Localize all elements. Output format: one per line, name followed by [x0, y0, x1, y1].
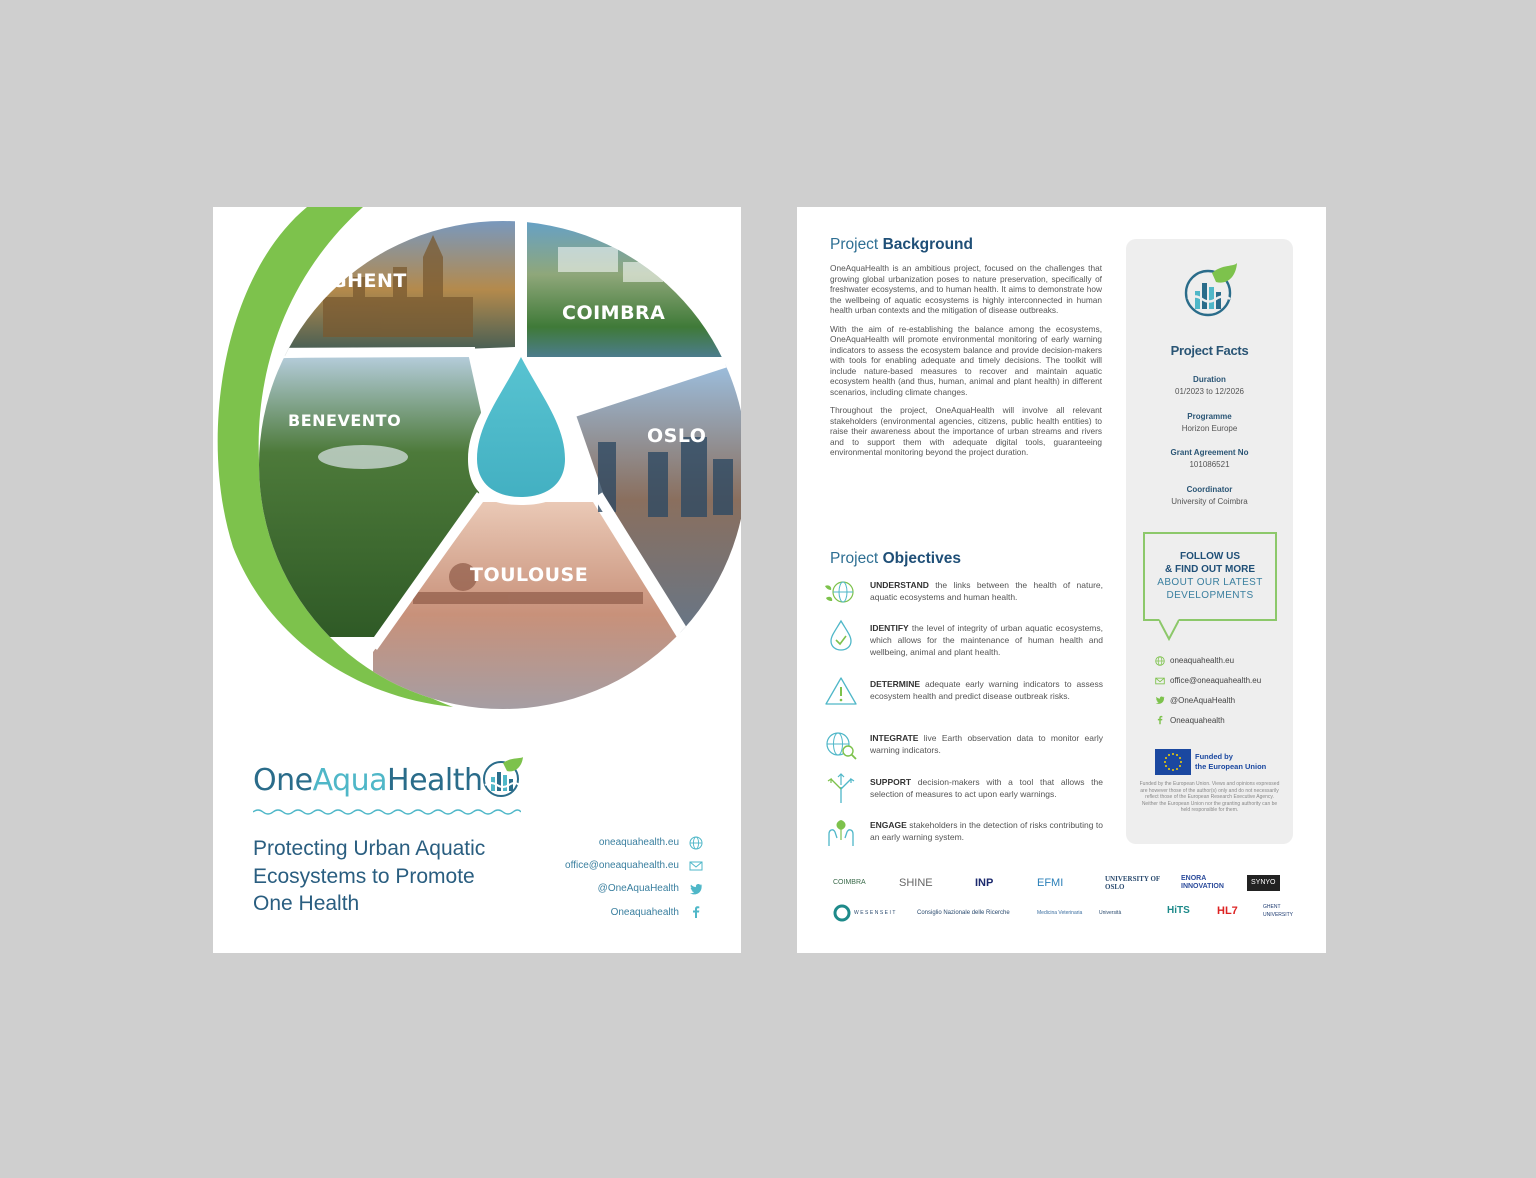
- city-label-benevento: BENEVENTO: [288, 411, 402, 430]
- background-paragraph: Throughout the project, OneAquaHealth will involve all relevant stakeholders (environmental agencies, citizens, public health entities) to raise their awareness about the importance of urban streams and rivers and to support them with adequate digital tools, guaranteeing environmental monitoring beyond the project duration.: [830, 405, 1102, 457]
- globe-icon: [689, 836, 703, 850]
- objective-item: SUPPORT decision-makers with a tool that allows the selection of measures to act upon early warnings.: [823, 773, 1103, 813]
- objective-item: UNDERSTAND the links between the health of nature, aquatic ecosystems and human health.: [823, 576, 1103, 616]
- partner-logo: Medicina Veterinaria: [1037, 910, 1083, 916]
- contact-facebook[interactable]: Oneaquahealth: [1155, 710, 1293, 730]
- contact-twitter[interactable]: @OneAquaHealth: [1155, 691, 1293, 711]
- partner-logo: GHENT UNIVERSITY: [1263, 904, 1294, 918]
- city-label-coimbra: COIMBRA: [562, 302, 666, 324]
- hands-icon: [823, 816, 859, 848]
- partner-logo: COIMBRA: [833, 879, 866, 886]
- facts-contact-list: [1155, 651, 1293, 730]
- oneaquahealth-logo-icon: [1182, 261, 1238, 319]
- background-body: [830, 263, 1102, 466]
- partner-logo: SHINE: [899, 877, 933, 889]
- partner-logo: WESENSEIT: [833, 903, 897, 923]
- partner-logo: INP: [975, 877, 994, 889]
- partner-logos: [827, 870, 1297, 930]
- city-photo-collage: [213, 207, 741, 727]
- city-label-toulouse: TOULOUSE: [470, 564, 589, 586]
- objective-item: INTEGRATE live Earth observation data to monitor early warning indicators.: [823, 729, 1103, 769]
- drop-check-icon: [823, 619, 859, 651]
- globe-leaves-icon: [823, 576, 859, 608]
- objectives-heading: Project Objectives: [830, 550, 961, 567]
- partner-logo: HL7: [1217, 905, 1238, 917]
- contact-facebook[interactable]: Oneaquahealth: [463, 901, 703, 924]
- background-heading: Project Background: [830, 236, 973, 253]
- eu-funding-badge: Funded by the European Union: [1155, 749, 1270, 775]
- callout-tail: [1159, 619, 1179, 641]
- brand-wave-underline: [253, 807, 521, 817]
- front-contact-list: [463, 831, 703, 924]
- city-label-ghent: GHENT: [331, 270, 407, 292]
- oneaquahealth-logo-icon: [481, 755, 525, 799]
- background-paragraph: With the aim of re-establishing the balance among the ecosystems, OneAquaHealth will promote environmental monitoring of early warning indicators to assess the ecosystem balance and provide decision-makers with tools for enabling adequate and timely decisions. The toolkit will include nature-based measures to recover and maintain aquatic ecosystem health (and thus, human, animal and plant health) in different scenarios, including climate changes.: [830, 323, 1102, 397]
- facebook-icon: [689, 905, 703, 919]
- brochure-front-page: [213, 207, 741, 953]
- project-facts-title: Project Facts: [1170, 343, 1249, 358]
- follow-us-callout: FOLLOW US & FIND OUT MORE ABOUT OUR LATEST DEVELOPMENTS: [1143, 532, 1277, 621]
- partner-logo: Università: [1099, 910, 1122, 916]
- contact-twitter[interactable]: @OneAquaHealth: [463, 877, 703, 900]
- project-facts-panel: [1126, 239, 1293, 844]
- globe-search-icon: [823, 729, 859, 761]
- brand-wordmark: OneAquaHealth: [253, 763, 483, 798]
- contact-email[interactable]: office@oneaquahealth.eu: [1155, 671, 1293, 691]
- partner-logo: ENORA INNOVATION: [1181, 875, 1224, 890]
- warning-icon: [823, 675, 859, 707]
- fact-grant-agreement: Grant Agreement No 101086521: [1170, 448, 1249, 469]
- fact-coordinator: Coordinator University of Coimbra: [1171, 485, 1248, 506]
- objective-item: IDENTIFY the level of integrity of urban aquatic ecosystems, which allows for the maintenance of human health and wellbeing, animal and plant health.: [823, 619, 1103, 659]
- twitter-icon: [689, 882, 703, 896]
- facebook-icon: [1155, 715, 1165, 725]
- background-paragraph: OneAquaHealth is an ambitious project, focused on the challenges that growing global urbanization poses to nature preservation, specifically of freshwater ecosystems, and to human health. It aims to demonstrate how the wellbeing of aquatic ecosystems is highly interconnected in human health urban contexts and the mitigation of disease outbreaks.: [830, 263, 1102, 315]
- fact-duration: Duration 01/2023 to 12/2026: [1175, 375, 1244, 396]
- front-tagline: Protecting Urban Aquatic Ecosystems to Promote One Health: [253, 837, 486, 915]
- eu-flag-icon: [1155, 749, 1191, 775]
- partner-logo: HiTS: [1167, 905, 1190, 916]
- fact-programme: Programme Horizon Europe: [1181, 412, 1238, 433]
- globe-icon: [1155, 656, 1165, 666]
- arrows-icon: [823, 773, 859, 805]
- partner-logo: Consiglio Nazionale delle Ricerche: [917, 910, 1010, 916]
- city-label-oslo: OSLO: [647, 425, 707, 447]
- eu-disclaimer: Funded by the European Union. Views and opinions expressed are however those of the author(s) only and do not necessarily reflect those of the European Research Executive Agency. Neither the European Union nor the granting authority can be held responsible for them.: [1139, 781, 1280, 814]
- objective-item: ENGAGE stakeholders in the detection of risks contributing to an early warning system.: [823, 816, 1103, 856]
- contact-website[interactable]: oneaquahealth.eu: [1155, 651, 1293, 671]
- brochure-back-page: [797, 207, 1326, 953]
- partner-logo: UNIVERSITY OF OSLO: [1105, 875, 1160, 891]
- mail-icon: [1155, 676, 1165, 686]
- mail-icon: [689, 859, 703, 873]
- twitter-icon: [1155, 695, 1165, 705]
- objective-item: DETERMINE adequate early warning indicators to assess ecosystem health and predict disease outbreak risks.: [823, 675, 1103, 715]
- wesenseit-logo-icon: [833, 904, 851, 922]
- partner-logo: SYNYO: [1247, 875, 1280, 891]
- contact-email[interactable]: office@oneaquahealth.eu: [463, 854, 703, 877]
- partner-logo: EFMI: [1037, 877, 1064, 889]
- contact-website[interactable]: oneaquahealth.eu: [463, 831, 703, 854]
